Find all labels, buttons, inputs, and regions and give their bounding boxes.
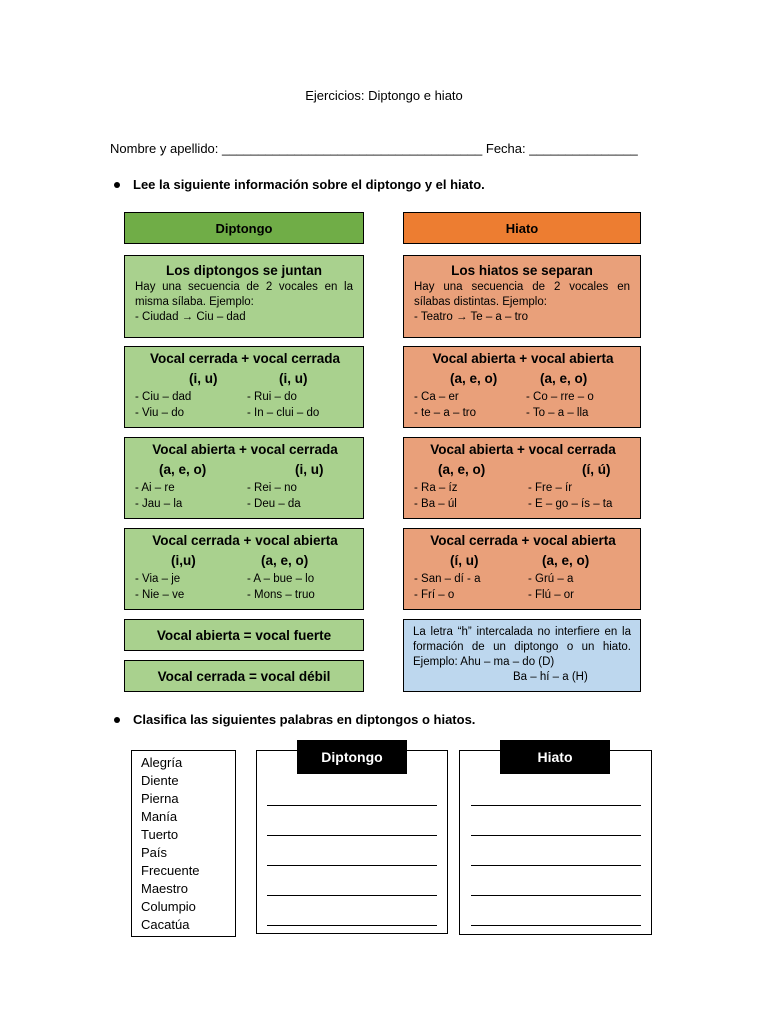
left-vowel-set: (í, u): [450, 553, 479, 568]
hiato-intro-example: - Teatro → Te – a – tro: [414, 311, 529, 323]
page-title: Ejercicios: Diptongo e hiato: [305, 88, 463, 103]
h-note-example: Ba – hí – a (H): [513, 671, 588, 683]
bullet-icon: [114, 717, 120, 723]
hiato-column-header: Hiato: [500, 740, 610, 774]
hiato-answer-column: [459, 750, 652, 935]
answer-line[interactable]: [267, 805, 437, 806]
example-word: - Ai – re: [135, 482, 175, 494]
hiato-rule-box: [403, 528, 641, 610]
example-word: - Ba – úl: [414, 498, 457, 510]
hiato-header: Hiato: [403, 212, 641, 244]
strong-vowel-note: Vocal abierta = vocal fuerte: [124, 619, 364, 651]
left-vowel-set: (a, e, o): [438, 462, 486, 477]
example-word: - Rui – do: [247, 391, 297, 403]
diptongo-intro-example: - Ciudad → Ciu – dad: [135, 311, 246, 323]
example-word: - Jau – la: [135, 498, 183, 510]
rule-title: Vocal cerrada + vocal abierta: [430, 533, 616, 548]
example-word: - Deu – da: [247, 498, 301, 510]
instruction-1: Lee la siguiente información sobre el diptongo y el hiato.: [114, 177, 485, 192]
answer-line[interactable]: [471, 805, 641, 806]
hiato-intro-title: Los hiatos se separan: [451, 263, 593, 278]
list-item: Manía: [141, 809, 178, 824]
name-date-line[interactable]: Nombre y apellido: ____________________________________ Fecha: _______________: [110, 141, 638, 156]
h-letter-note: [403, 619, 641, 692]
list-item: Alegría: [141, 755, 183, 770]
diptongo-rule-box: [124, 437, 364, 519]
answer-line[interactable]: [471, 835, 641, 836]
example-word: - Rei – no: [247, 482, 297, 494]
list-item: Tuerto: [141, 827, 179, 842]
instruction-2: Clasifica las siguientes palabras en diptongos o hiatos.: [114, 712, 475, 727]
example-word: - Via – je: [135, 573, 181, 585]
left-vowel-set: (i,u): [171, 553, 196, 568]
diptongo-rule-box: [124, 346, 364, 428]
word-list: [131, 750, 236, 937]
list-item: Diente: [141, 773, 179, 788]
example-word: - San – dí - a: [414, 573, 481, 585]
example-word: - Ciu – dad: [135, 391, 192, 403]
right-vowel-set: (í, ú): [582, 462, 611, 477]
hiato-intro-box: [403, 255, 641, 338]
example-word: - Ca – er: [414, 391, 459, 403]
weak-vowel-note: Vocal cerrada = vocal débil: [124, 660, 364, 692]
example-word: - Flú – or: [528, 589, 575, 601]
list-item: Cacatúa: [141, 917, 190, 932]
rule-title: Vocal abierta + vocal cerrada: [152, 442, 338, 457]
left-vowel-set: (a, e, o): [450, 371, 498, 386]
example-word: - Co – rre – o: [526, 391, 594, 403]
diptongo-answer-column: [256, 750, 448, 934]
hiato-intro-text: Hay una secuencia de 2 vocales en sílabas distintas. Ejemplo:: [414, 281, 630, 308]
example-word: - Grú – a: [528, 573, 574, 585]
left-vowel-set: (a, e, o): [159, 462, 207, 477]
answer-line[interactable]: [471, 865, 641, 866]
diptongo-intro-box: [124, 255, 364, 338]
example-word: - Ra – íz: [414, 482, 458, 494]
left-vowel-set: (i, u): [189, 371, 218, 386]
bullet-icon: [114, 182, 120, 188]
diptongo-intro-title: Los diptongos se juntan: [166, 263, 322, 278]
diptongo-rule-box: [124, 528, 364, 610]
rule-title: Vocal cerrada + vocal cerrada: [150, 351, 340, 366]
h-note-text: La letra “h” intercalada no interfiere en la formación de un diptongo o un hiato. Ejemplo: Ahu – ma – do (D): [413, 626, 631, 668]
example-word: - Viu – do: [135, 407, 185, 419]
arrow-right-icon: →: [181, 311, 194, 323]
list-item: País: [141, 845, 168, 860]
example-word: - Nie – ve: [135, 589, 185, 601]
answer-line[interactable]: [267, 895, 437, 896]
answer-line[interactable]: [471, 925, 641, 926]
arrow-right-icon: →: [455, 311, 468, 323]
right-vowel-set: (a, e, o): [261, 553, 309, 568]
list-item: Frecuente: [141, 863, 200, 878]
list-item: Maestro: [141, 881, 188, 896]
right-vowel-set: (a, e, o): [540, 371, 588, 386]
diptongo-header: Diptongo: [124, 212, 364, 244]
rule-title: Vocal cerrada + vocal abierta: [152, 533, 338, 548]
list-item: Columpio: [141, 899, 196, 914]
example-word: - A – bue – lo: [247, 573, 315, 585]
rule-title: Vocal abierta + vocal cerrada: [430, 442, 616, 457]
answer-line[interactable]: [267, 865, 437, 866]
right-vowel-set: (a, e, o): [542, 553, 590, 568]
example-word: - Mons – truo: [247, 589, 315, 601]
example-word: - te – a – tro: [414, 407, 477, 419]
diptongo-intro-text: Hay una secuencia de 2 vocales en la misma sílaba. Ejemplo:: [135, 281, 353, 308]
answer-line[interactable]: [267, 835, 437, 836]
answer-line[interactable]: [471, 895, 641, 896]
rule-title: Vocal abierta + vocal abierta: [432, 351, 614, 366]
example-word: - Fre – ír: [528, 482, 573, 494]
answer-line[interactable]: [267, 925, 437, 926]
example-word: - E – go – ís – ta: [528, 498, 613, 510]
right-vowel-set: (i, u): [279, 371, 308, 386]
example-word: - To – a – lla: [526, 407, 589, 419]
hiato-rule-box: [403, 346, 641, 428]
right-vowel-set: (i, u): [295, 462, 324, 477]
hiato-rule-box: [403, 437, 641, 519]
example-word: - In – clui – do: [247, 407, 320, 419]
list-item: Pierna: [141, 791, 179, 806]
example-word: - Frí – o: [414, 589, 455, 601]
diptongo-column-header: Diptongo: [297, 740, 407, 774]
